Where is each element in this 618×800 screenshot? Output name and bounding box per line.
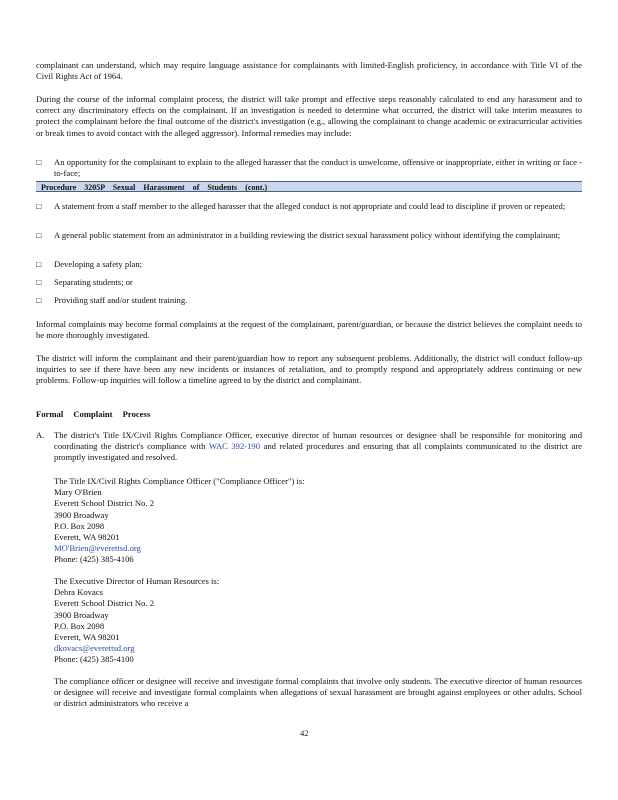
page-number: 42 <box>300 728 309 738</box>
officer-street: 3900 Broadway <box>54 509 109 520</box>
item-a-paragraph <box>54 430 582 464</box>
officer-phone: Phone: (425) 385-4106 <box>54 554 134 565</box>
procedure-header-band: Procedure 3205P Sexual Harassment of Students (cont.) <box>36 181 582 192</box>
bullet-item-2: A statement from a staff member to the alleged harasser that the alleged conduct is not appropriate and could lead to discipline if proven or repeated; <box>54 201 566 211</box>
director-intro: The Executive Director of Human Resources is: <box>54 576 220 586</box>
section-heading: Formal Complaint Process <box>36 409 151 419</box>
officer-email-link[interactable]: MO'Brien@everettsd.org <box>54 543 141 554</box>
bullet-icon: □ <box>36 230 42 240</box>
bullet-item-6: Providing staff and/or student training. <box>54 295 188 305</box>
officer-box: P.O. Box 2098 <box>54 520 105 531</box>
hr-director-contact <box>54 576 582 666</box>
officer-city: Everett, WA 98201 <box>54 532 120 543</box>
final-paragraph: The compliance officer or designee will receive and investigate formal complaints that involve only students. The executive director of human resources or designee will receive and investigate formal complaints when allegations of sexual harassment are brought against employees or other adults. School or district administrators who receive a <box>54 676 582 709</box>
bullet-icon: □ <box>36 157 42 167</box>
bullet-item-5: Separating students; or <box>54 277 133 287</box>
item-a-letter: A. <box>36 430 45 440</box>
director-city: Everett, WA 98201 <box>54 632 120 643</box>
informal-process-paragraph: During the course of the informal complaint process, the district will take prompt and effective steps reasonably calculated to end any harassment and to correct any discriminatory effects on the complainant. If an investigation is needed to determine what occurred, the district will take interim measures to protect the complainant before the final outcome of the district's investigation (e.g., allowing the complainant to change academic or extracurricular activities or break times to avoid contact with the alleged aggressor). Informal remedies may include: <box>36 94 582 138</box>
intro-paragraph: complainant can understand, which may require language assistance for complainants with limited-English proficiency, in accordance with Title VI of the Civil Rights Act of 1964. <box>36 60 582 82</box>
bullet-icon: □ <box>36 201 42 211</box>
bullet-icon: □ <box>36 277 42 287</box>
director-phone: Phone: (425) 385-4100 <box>54 654 134 665</box>
officer-name: Mary O'Brien <box>54 487 102 498</box>
bullet-item-3: A general public statement from an administrator in a building reviewing the district sexual harassment policy without identifying the complainant; <box>54 230 561 240</box>
item-a-text-end: and related procedures and ensuring that all complaints communicated to the district are promptly investigated and resolved. <box>54 441 582 463</box>
officer-intro: The Title IX/Civil Rights Compliance Officer ("Compliance Officer") is: <box>54 476 305 486</box>
director-email-link[interactable]: dkovacs@everettsd.org <box>54 643 135 654</box>
bullet-item-1: An opportunity for the complainant to explain to the alleged harasser that the conduct is unwelcome, offensive or inappropriate, either in writing or face - to-face; <box>54 157 582 179</box>
compliance-officer-contact <box>54 476 582 566</box>
director-org: Everett School District No. 2 <box>54 598 155 609</box>
wac-link[interactable]: WAC 392-190 <box>208 441 261 452</box>
officer-org: Everett School District No. 2 <box>54 498 155 509</box>
bullet-icon: □ <box>36 295 42 305</box>
director-street: 3900 Broadway <box>54 609 109 620</box>
bullet-item-4: Developing a safety plan; <box>54 259 143 269</box>
director-name: Debra Kovacs <box>54 587 103 598</box>
bullet-icon: □ <box>36 259 42 269</box>
item-a-text: The district's Title IX/Civil Rights Compliance Officer, executive director of human resources or designee shall be responsible for monitoring and coordinating the district's compliance with <box>54 430 582 452</box>
formal-conversion-paragraph: Informal complaints may become formal complaints at the request of the complainant, parent/guardian, or because the district believes the complaint needs to be more thoroughly investigated. <box>36 319 582 341</box>
followup-paragraph: The district will inform the complainant and their parent/guardian how to report any subsequent problems. Additionally, the district will conduct follow-up inquiries to see if there have been any new incidents or instances of retaliation, and to promptly respond and appropriately address continuing or new problems. Follow-up inquiries will follow a timeline agreed to by the district and complainant. <box>36 353 582 386</box>
director-box: P.O. Box 2098 <box>54 620 105 631</box>
